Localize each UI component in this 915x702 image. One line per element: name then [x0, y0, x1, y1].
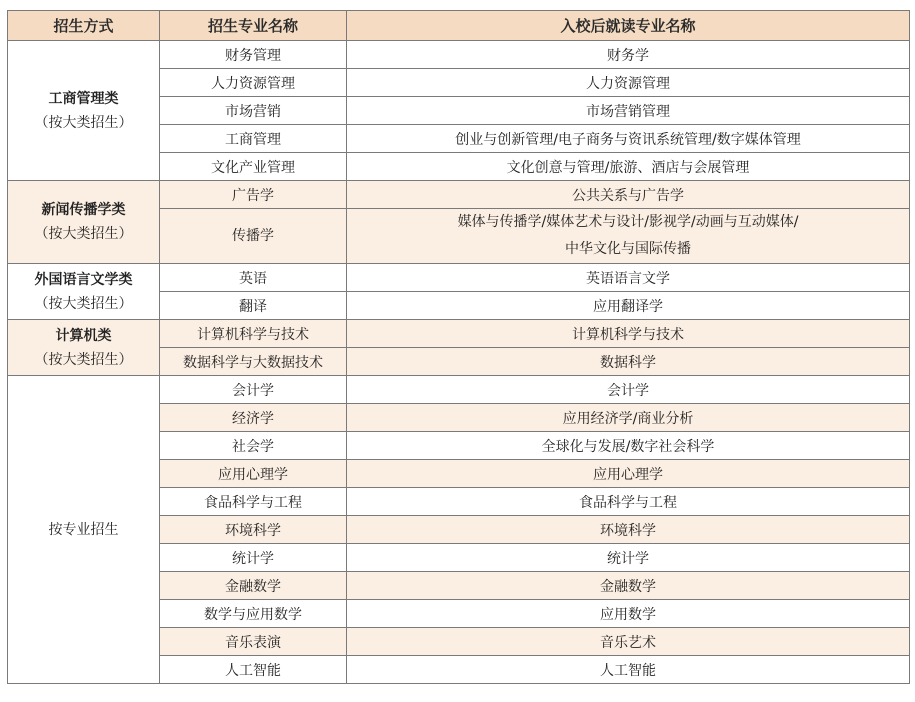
major-cell: 统计学 [160, 544, 347, 572]
after-cell: 统计学 [347, 544, 910, 572]
group-cell-languages [8, 264, 160, 320]
major-cell: 经济学 [160, 404, 347, 432]
after-cell: 人工智能 [347, 656, 910, 684]
table-row [8, 264, 910, 292]
after-cell: 人力资源管理 [347, 69, 910, 97]
after-cell: 数据科学 [347, 348, 910, 376]
after-cell: 财务学 [347, 41, 910, 69]
after-cell: 会计学 [347, 376, 910, 404]
header-row [8, 11, 910, 41]
group-sub: （按大类招生） [34, 226, 133, 242]
table-row [8, 320, 910, 348]
after-line-2: 中华文化与国际传播 [565, 241, 691, 257]
table-row [8, 181, 910, 209]
after-cell: 音乐艺术 [347, 628, 910, 656]
after-cell: 应用经济学/商业分析 [347, 404, 910, 432]
major-cell: 翻译 [160, 292, 347, 320]
major-cell: 会计学 [160, 376, 347, 404]
major-cell: 环境科学 [160, 516, 347, 544]
major-cell: 数学与应用数学 [160, 600, 347, 628]
after-cell: 应用数学 [347, 600, 910, 628]
major-cell: 工商管理 [160, 125, 347, 153]
group-cell-business [8, 41, 160, 181]
after-cell: 市场营销管理 [347, 97, 910, 125]
group-cell-journalism [8, 181, 160, 264]
major-cell: 食品科学与工程 [160, 488, 347, 516]
after-cell: 食品科学与工程 [347, 488, 910, 516]
major-cell: 英语 [160, 264, 347, 292]
after-cell: 应用心理学 [347, 460, 910, 488]
after-cell: 环境科学 [347, 516, 910, 544]
header-method: 招生方式 [8, 11, 160, 41]
major-cell: 人工智能 [160, 656, 347, 684]
header-major: 招生专业名称 [160, 11, 347, 41]
major-cell: 音乐表演 [160, 628, 347, 656]
group-cell-by-major [8, 376, 160, 684]
major-cell: 传播学 [160, 209, 347, 264]
major-cell: 社会学 [160, 432, 347, 460]
group-sub: （按大类招生） [34, 351, 133, 368]
after-cell: 计算机科学与技术 [347, 320, 910, 348]
after-cell: 英语语言文学 [347, 264, 910, 292]
major-cell: 文化产业管理 [160, 153, 347, 181]
table-row [8, 41, 910, 69]
after-cell: 全球化与发展/数字社会科学 [347, 432, 910, 460]
after-cell: 创业与创新管理/电子商务与资讯系统管理/数字媒体管理 [347, 125, 910, 153]
after-line-1: 媒体与传播学/媒体艺术与设计/影视学/动画与互动媒体/ [457, 214, 799, 230]
major-cell: 金融数学 [160, 572, 347, 600]
major-cell: 人力资源管理 [160, 69, 347, 97]
group-cell-computing [8, 320, 160, 376]
admissions-table [7, 10, 910, 684]
after-cell: 应用翻译学 [347, 292, 910, 320]
after-cell: 文化创意与管理/旅游、酒店与会展管理 [347, 153, 910, 181]
major-cell: 数据科学与大数据技术 [160, 348, 347, 376]
group-sub: （按大类招生） [34, 295, 133, 312]
major-cell: 广告学 [160, 181, 347, 209]
major-cell: 财务管理 [160, 41, 347, 69]
group-name: 外国语言文学类 [34, 271, 133, 288]
major-cell: 应用心理学 [160, 460, 347, 488]
group-name: 按专业招生 [48, 521, 119, 538]
group-name: 新闻传播学类 [41, 202, 126, 218]
group-name: 工商管理类 [48, 90, 119, 107]
major-cell: 市场营销 [160, 97, 347, 125]
admissions-table-container [7, 10, 909, 684]
after-cell: 金融数学 [347, 572, 910, 600]
header-after: 入校后就读专业名称 [347, 11, 910, 41]
major-cell: 计算机科学与技术 [160, 320, 347, 348]
table-row [8, 376, 910, 404]
group-name: 计算机类 [55, 327, 112, 344]
group-sub: （按大类招生） [34, 114, 133, 131]
after-cell: 公共关系与广告学 [347, 181, 910, 209]
after-cell [347, 209, 910, 264]
